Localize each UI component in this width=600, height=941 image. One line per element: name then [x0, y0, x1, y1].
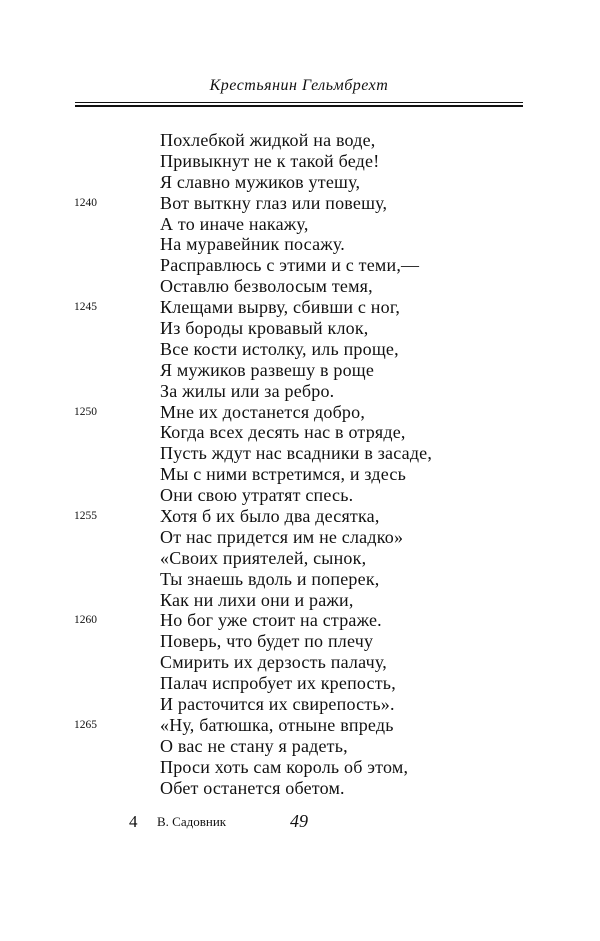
verse-text: Когда всех десять нас в отряде,: [160, 422, 406, 443]
verse-text: Смирить их дерзость палачу,: [160, 652, 387, 673]
signature-text: В. Садовник: [157, 814, 227, 829]
verse-text: Из бороды кровавый клок,: [160, 318, 369, 339]
verse-line: [0, 171, 600, 195]
header-rule-thin: [75, 102, 523, 103]
verse-text: Я мужиков развешу в роще: [160, 359, 375, 380]
verse-text: Как ни лихи они и ражи,: [160, 589, 354, 610]
verse-line: [0, 466, 600, 487]
verse-line: [0, 675, 600, 696]
verse-line: [0, 445, 600, 466]
verse-text: Мы с ними встретимся, и здесь: [160, 464, 407, 485]
verse-line: [0, 150, 600, 174]
verse-text: Проси хоть сам король об этом,: [160, 756, 409, 777]
verse-text: Оставлю безволосым темя,: [160, 276, 373, 297]
verse-text: Я славно мужиков утешу,: [160, 171, 361, 192]
verse-line: [0, 424, 600, 445]
verse-text: Все кости истолку, иль проще,: [160, 338, 399, 359]
verse-line: [0, 696, 600, 717]
verse-text: Но бог уже стоит на страже.: [160, 610, 382, 631]
verse-line: [0, 401, 600, 425]
verse-text: Расправлюсь с этими и с теми,—: [160, 255, 420, 276]
page-number: 49: [290, 811, 308, 831]
verse-line: [0, 589, 600, 613]
verse-text: «Своих приятелей, сынок,: [160, 547, 367, 568]
verse-text: И расточится их свирепость».: [160, 694, 395, 715]
verse-line: [0, 299, 600, 320]
header-rule-thick: [75, 105, 523, 107]
verse-line: [0, 257, 600, 278]
line-number: 1265: [74, 718, 97, 731]
verse-line: [0, 213, 600, 237]
verse-text: Они свою утратят спесь.: [160, 485, 354, 506]
verse-line: [0, 568, 600, 592]
verse-line: [0, 338, 600, 362]
verse-line: [0, 633, 600, 654]
line-number: 1255: [74, 510, 97, 523]
verse-line: [0, 654, 600, 675]
verse-text: Хотя б их было два десятка,: [160, 506, 380, 527]
verse-line: [0, 278, 600, 299]
verse-text: Пусть ждут нас всадники в засаде,: [160, 443, 433, 464]
poem-body: [0, 132, 600, 801]
running-header: Крестьянин Гельмбрехт: [209, 77, 389, 94]
verse-text: О вас не стану я радеть,: [160, 735, 348, 756]
verse-text: Ты знаешь вдоль и поперек,: [160, 568, 380, 589]
verse-text: Обет останется обетом.: [160, 777, 345, 798]
signature-number: 4: [129, 812, 138, 831]
verse-line: [0, 612, 600, 633]
verse-text: Вот выткну глаз или повешу,: [160, 192, 388, 213]
verse-text: Мне их достанется добро,: [160, 401, 366, 422]
verse-line: [0, 132, 600, 153]
verse-line: [0, 192, 600, 216]
verse-line: [0, 777, 600, 801]
verse-line: [0, 756, 600, 780]
line-number: 1240: [74, 196, 97, 209]
line-number: 1260: [74, 614, 97, 627]
verse-text: Привыкнут не к такой беде!: [160, 150, 380, 171]
verse-line: [0, 320, 600, 341]
verse-text: Поверь, что будет по плечу: [160, 631, 374, 652]
verse-text: «Ну, батюшка, отныне впредь: [160, 714, 394, 735]
verse-text: За жилы или за ребро.: [160, 380, 335, 401]
verse-line: [0, 735, 600, 759]
verse-line: [0, 526, 600, 550]
verse-line: [0, 380, 600, 404]
verse-text: От нас придется им не сладко»: [160, 526, 404, 547]
page-footer: [0, 812, 600, 836]
verse-text: На муравейник посажу.: [160, 234, 346, 255]
verse-text: А то иначе накажу,: [160, 213, 309, 234]
verse-line: [0, 714, 600, 738]
verse-line: [0, 359, 600, 383]
verse-line: [0, 487, 600, 508]
verse-text: Похлебкой жидкой на воде,: [160, 130, 376, 150]
line-number: 1250: [74, 405, 97, 418]
verse-text: Палач испробует их крепость,: [160, 673, 396, 694]
verse-line: [0, 547, 600, 571]
line-number: 1245: [74, 301, 97, 314]
verse-text: Клещами вырву, сбивши с ног,: [160, 297, 401, 318]
verse-line: [0, 508, 600, 529]
verse-line: [0, 236, 600, 257]
